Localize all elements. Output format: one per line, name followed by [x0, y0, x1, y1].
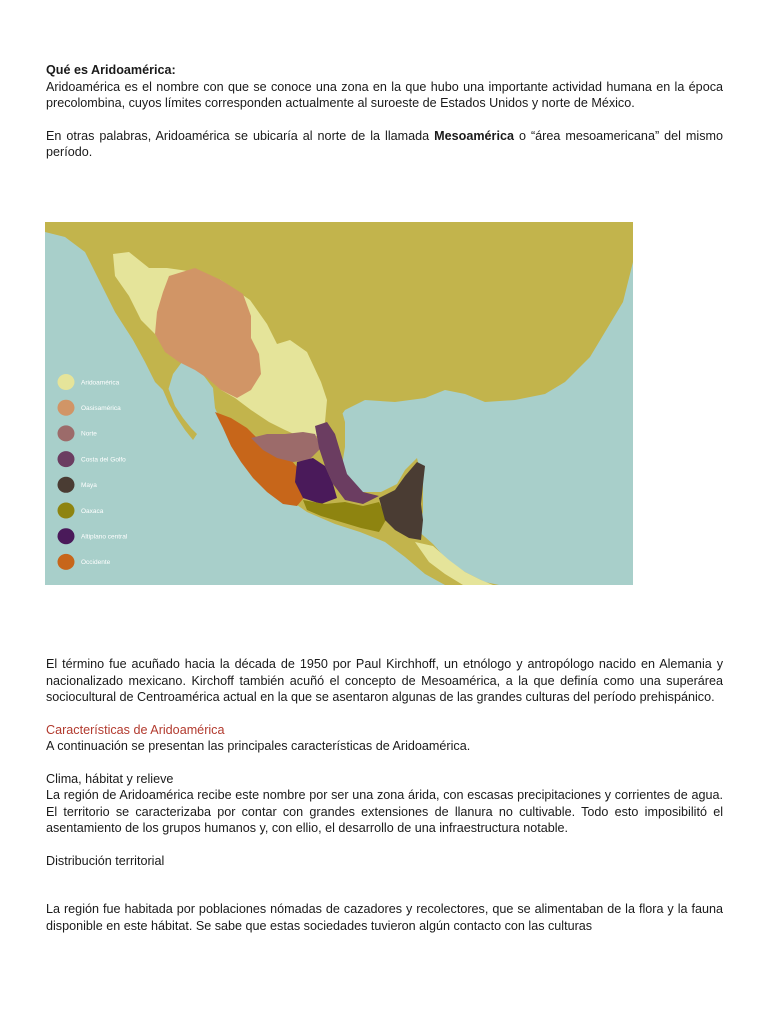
legend-label: Aridoamérica [81, 379, 120, 387]
nomadas-paragraph: La región fue habitada por poblaciones nómadas de cazadores y recolectores, que se alimentaban de la flora y la fauna disponible en este hábitat. Se sabe que estas sociedades tuvieron algún contacto con las culturas [46, 902, 723, 933]
body-section [46, 656, 723, 934]
legend-label: Norte [81, 430, 97, 438]
legend-swatch [58, 477, 75, 493]
legend-label: Maya [81, 482, 97, 490]
legend-swatch [58, 528, 75, 544]
distribucion-title: Distribución territorial [46, 853, 165, 868]
mesoamerica-paragraph [46, 128, 723, 161]
kirchhoff-paragraph: El término fue acuñado hacia la década de 1950 por Paul Kirchhoff, un etnólogo y antropólogo nacido en Alemania y nacionalizado mexicano. Kirchoff también acuñó el concepto de Mesoamérica, a la que definía como una superárea sociocultural de Centroamérica actual en la que se asentaron algunas de las grandes culturas del período prehispánico. [46, 657, 723, 704]
section-intro: A continuación se presentan las principales características de Aridoamérica. [46, 739, 471, 753]
legend-label: Altiplano central [81, 533, 128, 541]
section-title: Características de Aridoamérica [46, 722, 225, 737]
clima-title: Clima, hábitat y relieve [46, 771, 174, 786]
legend-swatch [58, 374, 75, 390]
intro-heading: Qué es Aridoamérica: [46, 63, 176, 77]
legend-swatch [58, 425, 75, 441]
clima-paragraph: La región de Aridoamérica recibe este nombre por ser una zona árida, con escasas precipitaciones y corrientes de agua. El territorio se caracterizaba por contar con grandes extensiones de llanura no cultivable. Todo esto imposibilitó el asentamiento de los grupos humanos y, con ellio, el desarrollo de una infraestructura notable. [46, 788, 723, 835]
legend-swatch [58, 554, 75, 570]
mesoamerica-term: Mesoamérica [434, 128, 514, 143]
legend-label: Oaxaca [81, 507, 104, 515]
p2-after: o “área mesoamericana” del mismo período. [46, 128, 724, 159]
legend-label: Oasisamérica [81, 405, 121, 412]
intro-section [46, 62, 723, 161]
legend-swatch [58, 503, 75, 519]
p2-before: En otras palabras, Aridoamérica se ubicaría al norte de la llamada [46, 128, 435, 143]
legend-label: Occidente [81, 559, 111, 567]
map-svg [45, 222, 633, 585]
legend-swatch [58, 400, 75, 416]
legend-label: Costa del Golfo [81, 456, 126, 464]
intro-paragraph: Aridoamérica es el nombre con que se conoce una zona en la que hubo una importante actividad humana en la época precolombina, cuyos límites corresponden actualmente al suroeste de Estados Unidos y norte de México. [46, 79, 723, 110]
legend-swatch [58, 451, 75, 467]
aridoamerica-map [45, 222, 633, 585]
